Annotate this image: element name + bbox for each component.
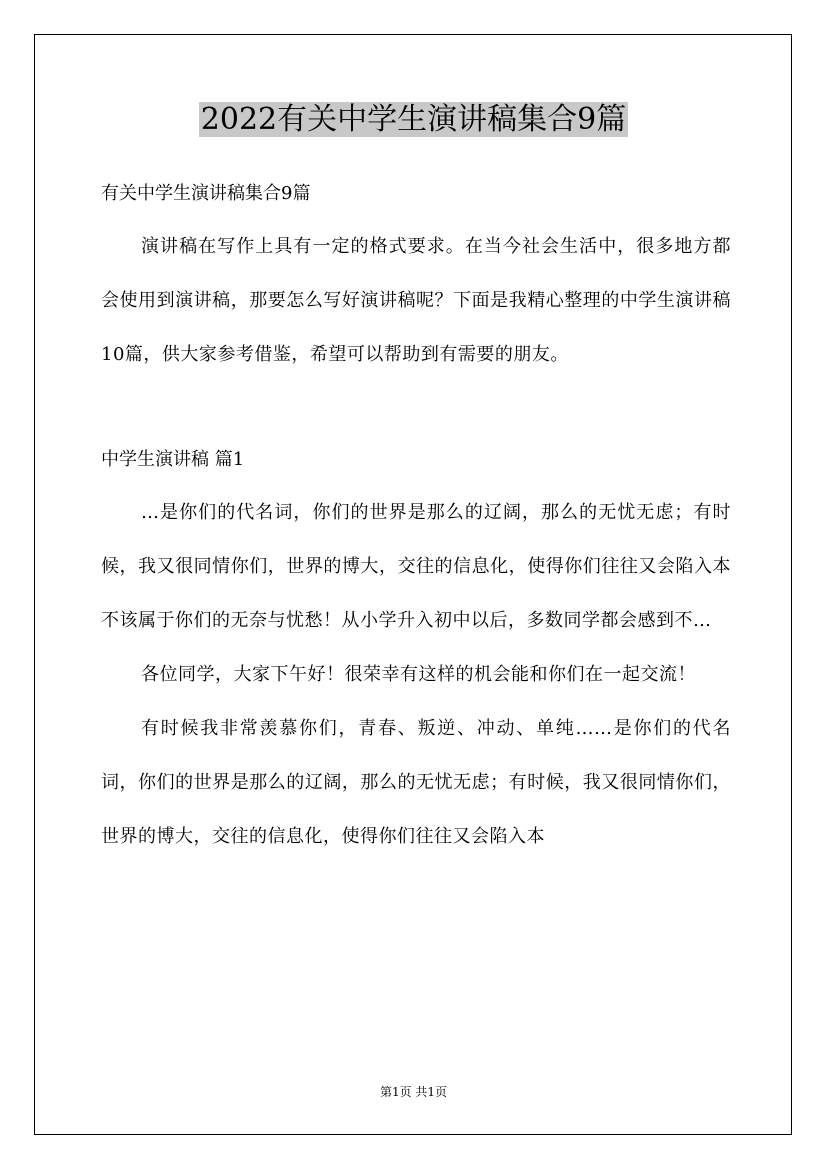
- document-subtitle: 有关中学生演讲稿集合9篇: [101, 183, 311, 204]
- document-body: [101, 168, 731, 864]
- body-paragraph: …是你们的代名词，你们的世界是那么的辽阔，那么的无忧无虑；有时候，我又很同情你们，世界的博大，交往的信息化，使得你们往往又会陷入本不该属于你们的无奈与忧愁！从小学升入初中以后，多数同学都会感到不…: [101, 502, 731, 631]
- intro-paragraph: 演讲稿在写作上具有一定的格式要求。在当今社会生活中，很多地方都会使用到演讲稿，那要怎么写好演讲稿呢？下面是我精心整理的中学生演讲稿10篇，供大家参考借鉴，希望可以帮助到有需要的朋友。: [101, 236, 731, 365]
- document-title: [0, 100, 827, 140]
- body-paragraph: 各位同学，大家下午好！很荣幸有这样的机会能和你们在一起交流！: [141, 664, 696, 685]
- document-title-text: 2022有关中学生演讲稿集合9篇: [200, 102, 627, 137]
- page-number: 第1页 共1页: [379, 1085, 448, 1099]
- section-spacer: [101, 382, 731, 434]
- body-paragraph: 有时候我非常羡慕你们，青春、叛逆、冲动、单纯……是你们的代名词，你们的世界是那么的辽阔，那么的无忧无虑；有时候，我又很同情你们，世界的博大，交往的信息化，使得你们往往又会陷入本: [101, 718, 731, 847]
- section-heading: 中学生演讲稿 篇1: [101, 449, 245, 470]
